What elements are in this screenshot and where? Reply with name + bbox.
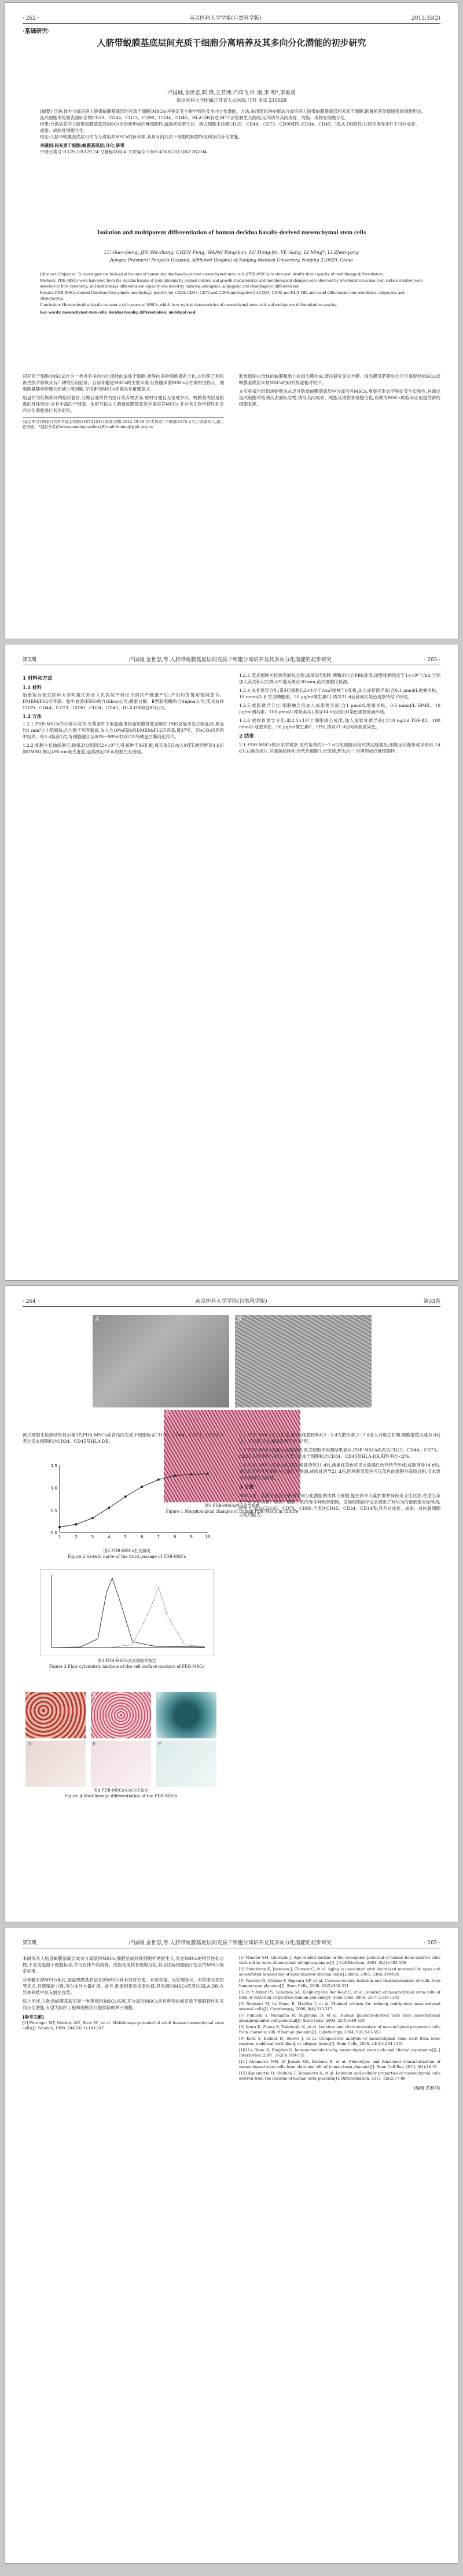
- figure-3-caption-cn: 图3 PDB-MSCs流式细胞术鉴定: [97, 1659, 156, 1663]
- running-header: [23, 1294, 440, 1307]
- reference-item: [10] Le Blanc K, Ringden O. Immunomodulation by mesenchymal stem cells and clinical experience[J]. J Intern Med, 2007, 262(5):509-525: [239, 2048, 440, 2058]
- reference-item: [2] Mueller SM, Glowacki J. Age-related decline in the osteogenic potential of human bone marrow cells cultured in three-dimensional collagen sponges[J]. J Cell Biochem, 2001, 82(4):583-590: [239, 1955, 440, 1965]
- heading-discussion: 3 讨论: [239, 1484, 254, 1490]
- header-left: · 262 ·: [23, 16, 39, 21]
- p3-right-column: [239, 1432, 440, 1520]
- page-2: [5, 644, 458, 1281]
- method-flow-para: 1.2.3 流式细胞术检测表面标志物:取第3代细胞,胰酶消化后PBS洗涤,调整细胞浓度至1×10⁶个/ml,分别加入荧光标记抗体,4℃避光孵育30 min,流式细胞仪检测。: [239, 673, 440, 684]
- panel-label: C: [158, 1693, 162, 1698]
- p4-left-column: [23, 1955, 224, 2032]
- header-left: 第2期: [23, 1940, 36, 1946]
- flow-cytometry-histogram: [40, 1569, 214, 1656]
- y-tick-label: 0.5: [50, 1508, 57, 1513]
- panel-label: A: [95, 1316, 100, 1322]
- abstract-en-methods: Methods: PDB-MSCs were harvested from the decidua basalis of term placenta by explant culture, and growth characteristics and morphological changes were observed by inverted microscope. Cell surface markers were detected by flow cytometry, and multilineage differentiation capacity was tested by inducing osteogenic, adipogenic and chondrogenic differentiation.: [40, 277, 423, 289]
- result-growth-para: 2.2 PDB-MSCs生长曲线:第3代细胞接种后1~2 d为潜伏期,3~7 d进入对数生长期,细胞增殖迅速,8 d后进入平台期,生长曲线呈典型的"S"形。: [239, 1432, 440, 1444]
- figure-1-panel-a: [93, 1315, 229, 1407]
- reference-item: [8] Igura K, Zhang X, Takahashi K, et al. Isolation and characterization of mesenchymal progenitor cells from chorionic villi of human placenta[J]. Cytotherapy, 2004, 6(6):543-553: [239, 2025, 440, 2035]
- page-1: [5, 2, 458, 639]
- x-tick-label: 1: [58, 1535, 61, 1539]
- panel-label: A: [27, 1693, 31, 1698]
- running-header: [23, 1936, 440, 1948]
- p1-intro-para-3: 胎盘组织由母体的蜕膜和胎儿的绒毛膜构成,既往研究显示羊膜、绒毛膜及脐带中均可分离得到MSCs,而蜕膜基底层来源MSCs的研究报道相对较少。: [239, 374, 440, 385]
- header-center: 卢国城,金世忠,等.人脐带蜕膜基底层间充质干细胞分离培养及其多向分化潜能的初步研究: [128, 1940, 332, 1946]
- data-point: [91, 1517, 94, 1519]
- p4-right-column: [239, 1955, 440, 2094]
- figure-2-caption-en: Figure 2 Growth curve of the third passage of PDB-MSCs: [67, 1554, 186, 1559]
- reference-item: [6] Dominici M, Le Blanc K, Mueller I, et al. Minimal criteria for defining multipotent mesenchymal stromal cells[J]. Cytotherapy, 2006, 8(4):315-317: [239, 2002, 440, 2011]
- p2-left-column: [23, 672, 224, 757]
- data-point: [207, 1473, 209, 1475]
- p3-flow-summary: 流式细胞术检测结果显示第3代PDB-MSCs高表达间充质干细胞标志CD29、CD44、CD73、CD90,不表达造血细胞标志CD34、CD45及HLA-DR。: [23, 1432, 224, 1444]
- figure-4-panel-d: [25, 1741, 86, 1787]
- references-right: [239, 1955, 440, 2081]
- figure-4-panel-a: [25, 1692, 86, 1738]
- x-tick-label: 6: [140, 1535, 144, 1539]
- p1-intro-para-1: 间充质干细胞(MSCs)作为一类具有多向分化潜能的成体干细胞,能够向多种细胞谱系分化,在组织工程和再生医学领域具有广阔的应用前景。目前骨髓是MSCs的主要来源,但骨髓来源MSCs存在取材创伤大、细胞数量随年龄增长而减少等问题,寻找新的MSCs来源具有重要意义。: [23, 374, 224, 392]
- authors-cn: 卢国城,金世忠,陈 锋,王芳坤,卢鸿飞,叶 刚,李 明*,李振勇: [167, 90, 296, 96]
- discussion-para-2: 本研究从人胎盘蜕膜基底层成功分离获得MSCs,细胞呈成纤维细胞样贴壁生长,表达MSCs的特异性标志物,不表达造血干细胞标志,并可在体外向成骨、成脂及成软骨细胞分化,符合国际细胞治疗协会的MSCs鉴定标准。: [23, 1956, 224, 1974]
- figure-1-caption-en: Figure 1 Morphological changes of human PDB-MSCs in culture: [166, 1509, 299, 1514]
- header-center: 卢国城,金世忠,等.人脐带蜕膜基底层间充质干细胞分离培养及其多向分化潜能的初步研究: [128, 657, 332, 663]
- abstract-cn: [40, 108, 423, 155]
- header-right: 第33卷: [423, 1299, 440, 1304]
- reference-item: [3] Stenderup K, Justesen J, Clausen C, et al. Aging is associated with decreased maximal life span and accelerated senescence of bone marrow stromal cells[J]. Bone, 2003, 33(6):919-926: [239, 1967, 440, 1977]
- abstract-en: [40, 271, 423, 316]
- panel-label: B: [93, 1693, 96, 1698]
- panel-label: B: [237, 1316, 241, 1322]
- header-center: 南京医科大学学报(自然科学版): [189, 16, 262, 21]
- abstract-en-conclusion: Conclusion: Human decidua basalis contains a rich source of MSCs, which have typical characteristics of mesenchymal stem cells and multipotent differentiation capacity.: [40, 301, 337, 307]
- data-point: [124, 1495, 127, 1498]
- abstract-cn-conclusion: 结论:人脐带蜕膜基底层可作为分离培养MSCs的新来源,其具有间充质干细胞的典型特征和多向分化潜能。: [40, 134, 242, 139]
- heading-methods: 1 材料和方法: [23, 676, 53, 681]
- reference-item: [11] Abumaree MH, Al Jumah MA, Kalionis B, et al. Phenotypic and functional characterization of mesenchymal stem cells from chorionic villi of human term placenta[J]. Stem Cell Rev, 2013, 9(1):16-31: [239, 2059, 440, 2069]
- materials-para: 胎盘取自南京医科大学附属江苏省人民医院产科足月剖宫产健康产妇,产妇均签署知情同意书。DMEM/F12培养基、胎牛血清(FBS)购自Gibco公司;胰蛋白酶、Ⅱ型胶原酶购自Sigma公司;流式抗体CD29、CD44、CD73、CD90、CD34、CD45、HLA-DR购自BD公司。: [23, 692, 224, 710]
- series-line: [60, 1474, 208, 1527]
- discussion-para-3: 与骨髓来源MSCs相比,胎盘蜕膜基底层来源MSCs具有取材方便、来源丰富、无伦理争议、对供者无损伤等优点,且增殖能力强,可在体外大量扩增。此外,胎盘组织免疫原性低,其来源的MSCs低表达HLA-DR,在异体移植中具有潜在优势。: [23, 1977, 224, 1995]
- figure-1-panel-b: [235, 1315, 372, 1407]
- figure-4: [23, 1691, 219, 1799]
- result-diff-para: 2.4 PDB-MSCs多向分化潜能:成骨诱导21 d后,茜素红染色可见大量橘红色钙结节形成;成脂诱导14 d后,油红O染色可见细胞内大量红色脂滴;成软骨诱导21 d后,阿利新蓝染色可见蓝色的细胞外基质沉积,而未诱导对照组均为阴性。: [239, 1462, 440, 1480]
- figure-4-panel-f: [156, 1741, 216, 1787]
- figure-3-caption-en: Figure 3 Flow cytometric analysis of the cell surface markers of PDB-MSCs: [49, 1664, 205, 1669]
- figure-4-caption-cn: 图4 PDB-MSCs多向分化鉴定: [93, 1788, 149, 1793]
- discussion-para-4: 综上所述,人胎盘蜕膜基底层是一种理想的MSCs来源,其分离的MSCs具有典型的间充质干细胞特性和多向分化潜能,有望为组织工程和细胞治疗提供新的种子细胞。: [23, 1999, 224, 2010]
- abstract-en-objective: [Abstract] Objective: To investigate the biological features of human decidua basalis-derived mesenchymal stem cells (PDB-MSCs) in vitro and identify their capacity of multilineage differentiation.: [40, 271, 384, 277]
- classification-line: 中图分类号:R329.2;R329.24 文献标识码:A 文章编号:1007-4368(2013)02-262-04: [40, 149, 207, 154]
- y-tick-label: 0.0: [50, 1531, 57, 1535]
- method-growth-para: 1.2.2 细胞生长曲线测定:取第3代细胞以2×10³个/孔接种于96孔板,每天取5孔加入MTT,继续孵育4 h后加DMSO,测定490 nm吸光度值,连续测定10 d,绘制生长曲线。: [23, 743, 224, 754]
- x-tick-label: 3: [91, 1535, 94, 1539]
- reference-item: [9] Kern S, Eichler H, Stoeve J, et al. Comparative analysis of mesenchymal stem cells from bone marrow, umbilical cord blood, or adipose tissue[J]. Stem Cells, 2006, 24(5):1294-1301: [239, 2036, 440, 2046]
- abstract-cn-objective: [摘要] 目的:体外分离培养人脐带蜕膜基底层间充质干细胞(MSCs)并鉴定其生物学特性及多向分化潜能。方法:采用组织块贴壁法分离培养人脐带蜕膜基底层间充质干细胞,倒置相差显微镜观察细胞形态,流式细胞术检测表面标志物CD29、CD44、CD73、CD90、CD34、CD45、HLA-DR表达,MTT法绘制生长曲线,定向诱导其向成骨、成脂、成软骨细胞分化。: [40, 109, 423, 120]
- y-tick-label: 1.0: [50, 1486, 57, 1491]
- x-tick-label: 4: [108, 1535, 111, 1539]
- header-center: 南京医科大学学报(自然科学版): [195, 1299, 267, 1304]
- reference-item: [4] Parolini O, Alviano F, Bagnara GP, et al. Concise review: isolation and characterization of cells from human term placenta[J]. Stem Cells, 2008, 26(2):300-311: [239, 1978, 440, 1988]
- x-tick-label: 5: [124, 1535, 127, 1539]
- data-point: [190, 1473, 193, 1475]
- discussion-para-1: MSCs是一类具有自我更新和多向分化潜能的成体干细胞,能在体外大量扩增并保持未分化状态,在适当条件下可分化为骨、软骨、脂肪、肌肉等多种组织细胞。国际细胞治疗协会提出了MSCs的最低鉴定标准:贴壁生长;表达CD105、CD73、CD90,不表达CD45、CD34、CD14等;具有向成骨、成脂、成软骨细胞分化的能力。: [239, 1493, 440, 1517]
- running-header: [23, 653, 440, 665]
- figure-4-panel-c: [156, 1692, 216, 1738]
- heading-methods-sub: 1.2 方法: [23, 713, 42, 719]
- x-tick-label: 9: [190, 1535, 193, 1539]
- panel-label: E: [93, 1741, 96, 1746]
- header-left: 第2期: [23, 657, 36, 663]
- x-tick-label: 7: [157, 1535, 160, 1539]
- data-point: [174, 1475, 176, 1477]
- method-osteo-para: 1.2.4 成骨诱导分化:第3代细胞以2×10⁴个/cm²接种于6孔板,加入成骨诱导液(含0.1 μmol/L地塞米松、10 mmol/L β-甘油磷酸钠、50 μg/ml维生素C),诱导21 d后茜素红染色观察钙结节形成。: [239, 688, 440, 699]
- reference-item: [7] Fukuchi Y, Nakajima H, Sugiyama D, et al. Human placenta-derived cells have mesenchymal stem/progenitor cell potential[J]. Stem Cells, 2004, 22(5):649-658: [239, 2013, 440, 2023]
- p2-right-column: [239, 672, 440, 757]
- y-tick-label: 1.5: [50, 1464, 57, 1468]
- p1-intro-para-4: 本实验采用组织块贴壁法从足月胎盘蜕膜基底层中分离培养MSCs,观察其形态学特征及生长特性,并通过流式细胞术检测其表面标志物,诱导其向成骨、成脂及成软骨细胞分化,以期为MSCs的临床应用提供新的细胞来源。: [239, 389, 440, 407]
- affiliation-cn: 南京医科大学附属江苏省人民医院,江苏 南京 210029: [176, 98, 287, 103]
- method-chondro-para: 1.2.6 成软骨诱导分化:取2.5×10⁵个细胞离心成团,加入成软骨诱导液(含10 ng/ml TGF-β3、100 nmol/L地塞米松、50 μg/ml维生素C、ITS),诱导21 d后阿利新蓝染色。: [239, 718, 440, 729]
- paper-title-cn: 人脐带蜕膜基底层间充质干细胞分离培养及其多向分化潜能的初步研究: [97, 38, 366, 48]
- panel-label: C: [166, 1411, 171, 1417]
- method-isolation-para: 1.2.1 PDB-MSCs的分离与培养:无菌条件下取胎盘母体面蜕膜基底层组织,PBS反复冲洗去除血液,剪成约1 mm³大小组织块,均匀贴于培养瓶底,加入含10%FBS的DMEM/F12培养基,置37℃、5%CO₂培养箱中培养。每3 d换液1次,待细胞融合至80%~90%时以0.25%胰蛋白酶消化传代。: [23, 721, 224, 739]
- panel-label: F: [158, 1741, 161, 1746]
- header-right: · 265 ·: [424, 1940, 440, 1946]
- data-point: [157, 1479, 160, 1481]
- header-right: · 263 ·: [424, 657, 440, 663]
- figure-4-panel-e: [91, 1741, 151, 1787]
- reference-item: [12] Kanematsu D, Shofuda T, Yamamoto A, et al. Isolation and cellular properties of mesenchymal cells derived from the decidua of human term placenta[J]. Differentiation, 2011, 82(2):77-88: [239, 2071, 440, 2081]
- keywords-en: Key words: mesenchymal stem cells; decidua basalis; differentiation; umbilical cord: [40, 309, 196, 315]
- affiliation-en: Jiangsu Provincial People's Hospital, Affiliated Hospital of Nanjing Medical University, Nanjing 210029, China: [110, 257, 353, 263]
- keywords-cn: 关键词:间充质干细胞;蜕膜基底层;分化;脐带: [40, 143, 125, 148]
- end-note: (编辑:黄利萍): [414, 2085, 440, 2091]
- data-point: [108, 1506, 110, 1509]
- paper-title-en: Isolation and multipotent differentiation of human decidua basalis-derived mesenchymal stem cells: [97, 229, 366, 236]
- running-header: [23, 11, 440, 24]
- x-tick-label: 8: [173, 1535, 177, 1539]
- abstract-cn-results: 结果:分离培养的人脐带蜕膜基底层MSCs呈长梭形成纤维细胞样,漩涡状贴壁生长。流式细胞术检测CD29、CD44、CD73、CD90阳性,CD34、CD45、HLA-DR阴性;在特定诱导条件下可向成骨、成脂、成软骨细胞分化。: [40, 121, 420, 133]
- figure-2-caption-cn: 图2 PDB-MSCs生长曲线: [103, 1549, 150, 1553]
- data-point: [75, 1523, 77, 1525]
- heading-materials: 1.1 材料: [23, 684, 42, 690]
- data-point: [141, 1486, 143, 1488]
- figure-1-caption-cn: 图1 PDB-MSCs的形态学观察: [204, 1503, 260, 1508]
- abstract-en-results: Results: PDB-MSCs showed fibroblast-like spindle morphology, positive for CD29, CD44, CD73 and CD90 and negative for CD34, CD45 and HLA-DR, and could differentiate into osteoblasts, adipocytes and chondrocytes.: [40, 289, 405, 301]
- reference-item: [5] In 't Anker PS, Scherjon SA, Kleijburg-van der Keur C, et al. Isolation of mesenchymal stem cells of fetal or maternal origin from human placenta[J]. Stem Cells, 2004, 22(7):1338-1345: [239, 1990, 440, 2000]
- figure-4-panel-b: [91, 1692, 151, 1738]
- x-tick-label: 2: [75, 1535, 78, 1539]
- reference-item: [1] Pittenger MF, Mackay AM, Beck SC, et al. Multilineage potential of adult human mesenchymal stem cells[J]. Science, 1999, 284(5411):143-147: [23, 2021, 224, 2030]
- p1-right-column: [239, 373, 440, 410]
- references-title: [参考文献]: [23, 2014, 45, 2019]
- header-right: 2013,33(2): [411, 16, 440, 21]
- authors-en: LU Guo-cheng, JIN Shi-zhong, CHEN Feng, WANG Fang-kun, LU Hong-fei, YE Gang, LI Ming*, LI Zhen-yong: [104, 250, 359, 255]
- page-4: [5, 1927, 458, 2564]
- section-tag: ·基础研究·: [23, 28, 50, 35]
- data-point: [58, 1526, 61, 1528]
- result-flow-para: 2.3 PDB-MSCs表面标志物检测:流式细胞术检测结果显示,PDB-MSCs高表达CD29、CD44、CD73、CD90,阳性率均>95%;不表达造血干细胞标志CD34、CD45及HLA-DR,阳性率均<2%。: [239, 1447, 440, 1459]
- heading-results: 2 结果: [239, 734, 254, 739]
- page-3: [5, 1285, 458, 1922]
- p1-left-column: [23, 373, 224, 430]
- result-morphology-para: 2.1 PDB-MSCs的形态学观察:原代培养约5~7 d可见细胞从组织块边缘爬出,细胞呈长梭形或多角形,14 d左右融合成片,呈漩涡状排列;传代后细胞生长迅速,形态均一,呈典型成纤维细胞样。: [239, 742, 440, 754]
- p3-left-column: [23, 1432, 224, 1447]
- panel-label: D: [27, 1741, 31, 1746]
- p1-intro-para-2: 胎盘作为妊娠期间的临时器官,分娩后通常作为医疗废弃物丢弃,取材方便且无伦理争议。蜕膜基底层是胎盘的母体部分,含有丰富的干细胞。本研究拟从人胎盘蜕膜基底层分离培养MSCs,并对其生物学特性和多向分化潜能进行初步研究。: [23, 395, 224, 413]
- header-left: · 264 ·: [23, 1299, 39, 1304]
- figure-2: [40, 1460, 214, 1560]
- references-left: [23, 2014, 224, 2031]
- figure-3: [40, 1569, 214, 1670]
- growth-curve-chart: [40, 1460, 214, 1546]
- x-tick-label: 10: [205, 1535, 211, 1539]
- p1-footnotes: [基金项目] 国家自然科学基金资助(81071151) [收稿日期] 2012-09-18 [作者简介] 卢国城(1975-),男,江苏南京人,副主任医师。 *通信作者(Corresponding author),E-mail:liming@jsph.org.cn: [23, 417, 224, 430]
- method-adipo-para: 1.2.5 成脂诱导分化:细胞融合后加入成脂诱导液(含1 μmol/L地塞米松、0.5 mmol/L IBMX、10 μg/ml胰岛素、100 μmol/L吲哚美辛),诱导14 d后油红O染色观察脂滴形成。: [239, 703, 440, 714]
- figure-4-caption-en: Figure 4 Multilineage differentiation of the PDB-MSCs: [64, 1793, 178, 1799]
